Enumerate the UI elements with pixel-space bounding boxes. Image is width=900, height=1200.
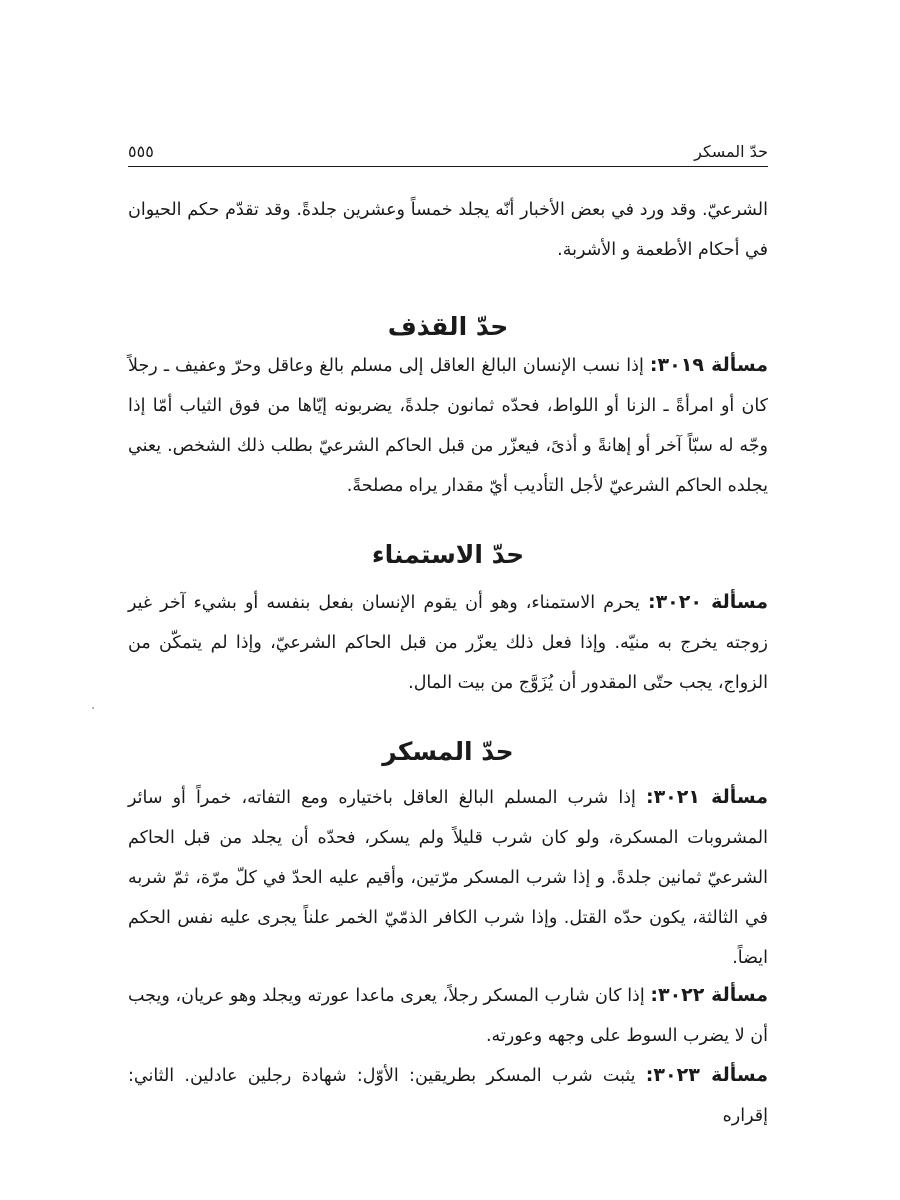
section-title-istimna: حدّ الاستمناء <box>371 540 525 569</box>
issue-body: إذا شرب المسلم البالغ العاقل باختياره ومع التفاته، خمراً أو سائر المشروبات المسكرة، ولو كان شرب قليلاً ولم يسكر، فحدّه أن يجلد من قبل الحاكم الشرعيّ ثمانين جلدةً. و إذا شرب المسكر مرّتين، وأقيم عليه الحدّ في كلّ مرّة، ثمّ شربه في الثالثة، يكون حدّه القتل. وإذا شرب الكافر الذمّيّ الخمر علناً يجرى عليه نفس الحكم ايضاً. <box>128 788 768 968</box>
page-header <box>128 140 768 164</box>
header-rule <box>128 166 768 167</box>
page-number: ٥٥٥ <box>128 142 154 161</box>
issue-body: إذا كان شارب المسكر رجلاً، يعرى ماعدا عورته ويجلد وهو عريان، ويجب أن لا يضرب السوط على وجهه وعورته. <box>128 986 768 1046</box>
running-header-title: حدّ المسكر <box>694 142 768 161</box>
issue-text <box>128 582 768 703</box>
issue-3022 <box>128 975 768 1056</box>
issue-label: مسألة ٣٠٢٢: <box>650 984 768 1006</box>
issue-text <box>128 777 768 978</box>
issue-label: مسألة ٣٠١٩: <box>649 354 768 376</box>
issue-label: مسألة ٣٠٢١: <box>645 786 768 808</box>
issue-3023 <box>128 1055 768 1136</box>
section-title-qadhf: حدّ القذف <box>387 312 509 341</box>
issue-text <box>128 975 768 1056</box>
issue-text <box>128 1055 768 1136</box>
section-title-muskir: حدّ المسكر <box>382 737 514 766</box>
issue-3020 <box>128 582 768 703</box>
intro-paragraph: الشرعيّ. وقد ورد في بعض الأخبار أنّه يجلد خمساً وعشرين جلدةً. وقد تقدّم حكم الحيوان في أحكام الأطعمة و الأشربة. <box>128 200 768 260</box>
issue-text <box>128 345 768 506</box>
issue-body: يحرم الاستمناء، وهو أن يقوم الإنسان بفعل بنفسه أو بشيء آخر غير زوجته يخرج به منيّه. وإذا فعل ذلك يعزّر من قبل الحاكم الشرعيّ، وإذا لم يتمكّن من الزواج، يجب حتّى المقدور أن يُزَوَّج من بيت المال. <box>128 593 768 693</box>
issue-3021 <box>128 777 768 978</box>
issue-body: يثبت شرب المسكر بطريقين: الأوّل: شهادة رجلين عادلين. الثاني: إقراره <box>128 1066 768 1126</box>
issue-label: مسألة ٣٠٢٣: <box>645 1064 768 1086</box>
margin-speck <box>92 707 94 709</box>
issue-3019 <box>128 345 768 506</box>
issue-body: إذا نسب الإنسان البالغ العاقل إلى مسلم بالغ وعاقل وحرّ وعفيف ـ رجلاً كان أو امرأةً ـ الزنا أو اللواط، فحدّه ثمانون جلدةً، يضربونه إيّاها من فوق الثياب أمّا إذا وجّه له سبّاً آخر أو إهانةً و أذىً، فيعزّر من قبل الحاكم الشرعيّ بطلب ذلك الشخص. يعني يجلده الحاكم الشرعيّ لأجل التأديب أيّ مقدار يراه مصلحةً. <box>128 356 768 496</box>
issue-label: مسألة ٣٠٢٠: <box>647 591 768 613</box>
